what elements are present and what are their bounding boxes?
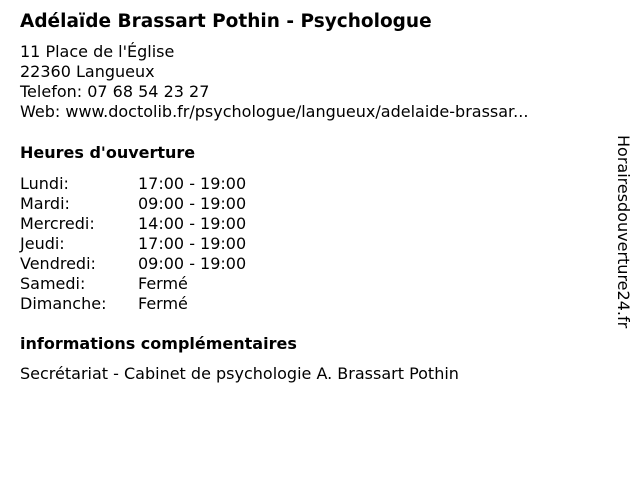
day-label: Jeudi: (20, 234, 65, 253)
hours-row-monday (20, 174, 600, 194)
hours-row-saturday (20, 274, 600, 294)
day-label: Dimanche: (20, 294, 107, 313)
day-label: Vendredi: (20, 254, 96, 273)
additional-info-heading: informations complémentaires (20, 334, 297, 353)
hours-value: 17:00 - 19:00 (138, 174, 247, 193)
additional-info-text: Secrétariat - Cabinet de psychologie A. Brassart Pothin (20, 364, 459, 383)
phone-number: Telefon: 07 68 54 23 27 (20, 82, 210, 101)
hours-value: 09:00 - 19:00 (138, 194, 247, 213)
business-card (20, 9, 600, 384)
hours-row-friday (20, 254, 600, 274)
day-label: Mardi: (20, 194, 70, 213)
street-address: 11 Place de l'Église (20, 42, 175, 61)
hours-row-sunday (20, 294, 600, 314)
hours-row-wednesday (20, 214, 600, 234)
hours-value: 17:00 - 19:00 (138, 234, 247, 253)
day-label: Mercredi: (20, 214, 95, 233)
business-title: Adélaïde Brassart Pothin - Psychologue (20, 11, 432, 32)
site-watermark (611, 135, 635, 345)
hours-value: Fermé (138, 274, 188, 293)
day-label: Samedi: (20, 274, 86, 293)
hours-value: Fermé (138, 294, 188, 313)
hours-value: 09:00 - 19:00 (138, 254, 247, 273)
hours-row-thursday (20, 234, 600, 254)
opening-hours-table (20, 174, 600, 314)
hours-value: 14:00 - 19:00 (138, 214, 247, 233)
contact-block (20, 42, 600, 122)
opening-hours-heading: Heures d'ouverture (20, 143, 196, 162)
hours-row-tuesday (20, 194, 600, 214)
day-label: Lundi: (20, 174, 69, 193)
website-link: Web: www.doctolib.fr/psychologue/langueux/adelaide-brassar... (20, 102, 529, 121)
city-postcode: 22360 Langueux (20, 62, 155, 81)
watermark-text: Horairesdouverture24.fr (614, 135, 633, 329)
